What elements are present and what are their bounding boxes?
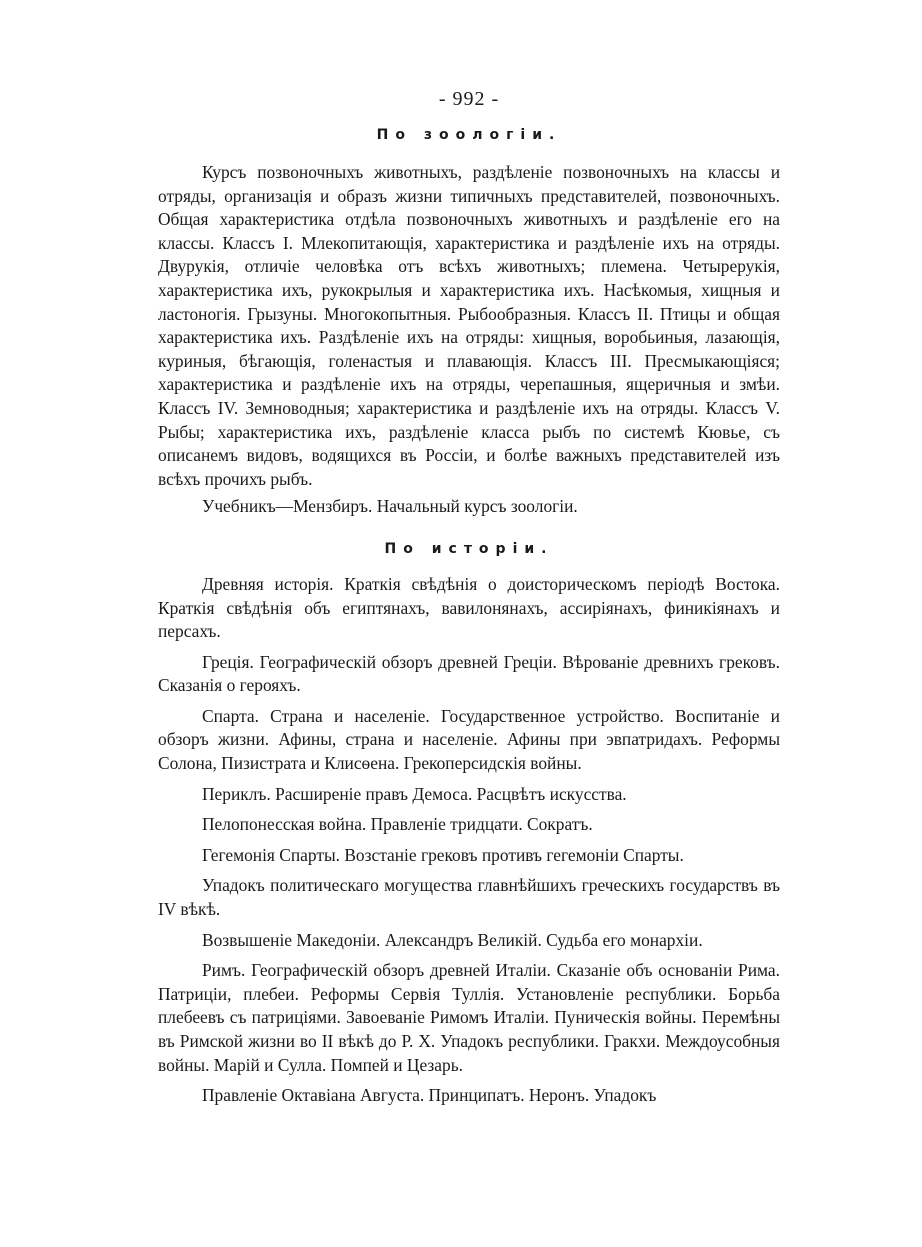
paragraph: Учебникъ—Мензбиръ. Начальный курсъ зоологіи.	[202, 496, 578, 517]
paragraph: Древняя исторія. Краткія свѣдѣнія о доисторическомъ періодѣ Востока. Краткія свѣдѣнія объ египтянахъ, вавилонянахъ, ассиріянахъ, финикіянахъ и персахъ.	[158, 573, 780, 642]
paragraph: Пелопонесская война. Правленіе тридцати. Сократъ.	[202, 814, 593, 835]
paragraph: Упадокъ политическаго могущества главнѣйшихъ греческихъ государствъ въ IV вѣкѣ.	[158, 875, 780, 920]
zoology-section	[158, 127, 780, 519]
section-heading-zoology: По зоологіи.	[376, 127, 562, 143]
paragraph: Греція. Географическій обзоръ древней Греціи. Вѣрованіе древнихъ грековъ. Сказанія о герояхъ.	[158, 651, 780, 696]
history-section	[158, 541, 780, 1108]
paragraph: Спарта. Страна и населеніе. Государственное устройство. Воспитаніе и обзоръ жизни. Афины, страна и населеніе. Афины при эвпатридахъ. Реформы Солона, Пизистрата и Клисѳена. Грекоперсидскія войны.	[158, 705, 780, 774]
page-number: - 992 -	[438, 88, 500, 110]
section-heading-history: По исторіи.	[384, 540, 554, 557]
paragraph: Возвышеніе Македоніи. Александръ Великій. Судьба его монархіи.	[202, 929, 703, 950]
paragraph: Периклъ. Расширеніе правъ Демоса. Расцвѣтъ искусства.	[202, 783, 627, 804]
paragraph: Римъ. Географическій обзоръ древней Италіи. Сказаніе объ основаніи Рима. Патриціи, плебеи. Реформы Сервія Туллія. Установленіе республики. Борьба плебеевъ съ патриціями. Завоеваніе Римомъ Италіи. Пуническія войны. Перемѣны въ Римской жизни во II вѣкѣ до Р. Х. Упадокъ республики. Гракхи. Междоусобныя войны. Марій и Сулла. Помпей и Цезарь.	[158, 960, 780, 1075]
paragraph: Правленіе Октавіана Августа. Принципатъ. Неронъ. Упадокъ	[202, 1085, 657, 1106]
paragraph: Гегемонія Спарты. Возстаніе грековъ противъ гегемоніи Спарты.	[202, 844, 684, 865]
paragraph: Курсъ позвоночныхъ животныхъ, раздѣленіе позвоночныхъ на классы и отряды, организація и образъ жизни типичныхъ представителей, позвоночныхъ. Общая характеристика отдѣла позвоночныхъ животныхъ и раздѣленіе его на классы. Классъ I. Млекопитающія, характеристика и раздѣленіе ихъ на отряды. Двурукія, отличіе человѣка отъ всѣхъ животныхъ; племена. Четырерукія, характеристика ихъ, рукокрылыя и характеристика ихъ. Насѣкомыя, хищныя и ластоногія. Грызуны. Многокопытныя. Рыбообразныя. Классъ II. Птицы и общая характеристика ихъ. Раздѣленіе ихъ на отряды: хищныя, воробьиныя, лазающія, куриныя, бѣгающія, голенастыя и плавающія. Классъ III. Пресмыкающіяся; характеристика и раздѣленіе ихъ на отряды, черепашныя, ящеричныя и змѣи. Классъ IV. Земноводныя; характеристика и раздѣленіе ихъ на отряды. Классъ V. Рыбы; характеристика ихъ, раздѣленіе класса рыбъ по системѣ Кювье, съ описанемъ видовъ, водящихся въ Россіи, и болѣе важныхъ представителей изъ всѣхъ прочихъ рыбъ.	[158, 162, 780, 489]
document-page	[158, 88, 780, 1115]
